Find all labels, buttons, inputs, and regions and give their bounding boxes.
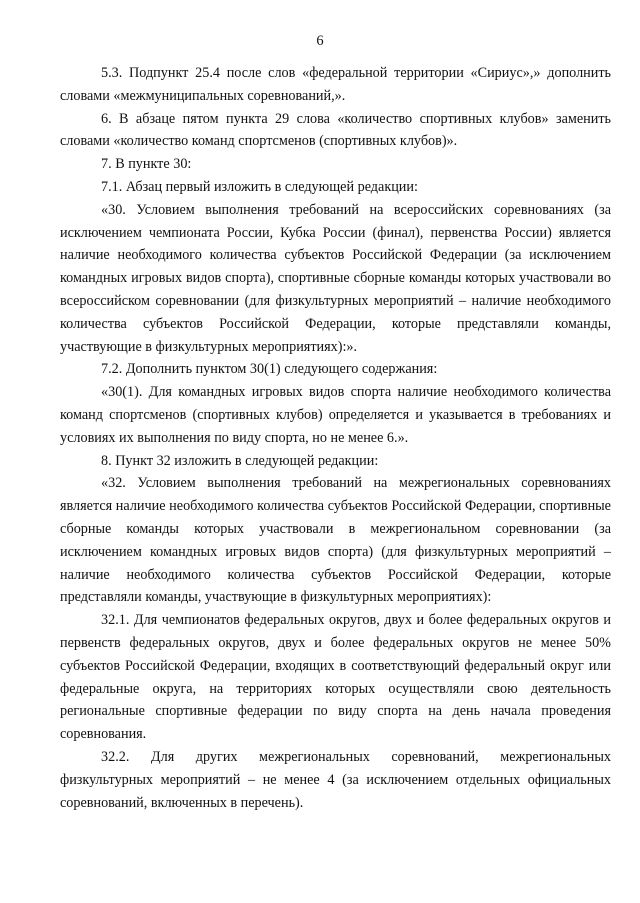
paragraph-7: 7. В пункте 30: xyxy=(101,156,192,173)
document-body xyxy=(60,62,611,814)
paragraph-5-3: 5.3. Подпункт 25.4 после слов «федеральной территории «Сириус»,» дополнить словами «межмуниципальных соревнований,». xyxy=(60,65,611,104)
paragraph-32-quote: «32. Условием выполнения требований на межрегиональных соревнованиях является наличие необходимого количества субъектов Российской Федерации, спортивные сборные команды которых участвовали в межрегиональном соревновании (за исключением командных игровых видов спорта) (для физкультурных мероприятий – наличие необходимого количества субъектов Российской Федерации, которые представляли команды, участвующие в физкультурных мероприятиях): xyxy=(60,475,611,606)
paragraph-8: 8. Пункт 32 изложить в следующей редакции: xyxy=(101,452,379,469)
paragraph-32-1: 32.1. Для чемпионатов федеральных округов, двух и более федеральных округов и первенств федеральных округов, двух и более федеральных округов не менее 50% субъектов Российской Федерации, входящих в соответствующий федеральный округ или федеральные округа, на территориях которых осуществляли свою деятельность региональные спортивные федерации по виду спорта на день начала проведения соревнования. xyxy=(60,612,611,743)
paragraph-7-1: 7.1. Абзац первый изложить в следующей редакции: xyxy=(101,178,418,195)
paragraph-6: 6. В абзаце пятом пункта 29 слова «количество спортивных клубов» заменить словами «количество команд спортсменов (спортивных клубов)». xyxy=(60,110,611,150)
page-number: 6 xyxy=(316,33,324,49)
paragraph-32-2: 32.2. Для других межрегиональных соревнований, межрегиональных физкультурных мероприятий – не менее 4 (за исключением отдельных официальных соревнований, включенных в перечень). xyxy=(60,748,611,811)
paragraph-30-1-quote: «30(1). Для командных игровых видов спорта наличие необходимого количества команд спортсменов (спортивных клубов) определяется и указывается в требованиях и условиях их выполнения по виду спорта, но не менее 6.». xyxy=(60,384,611,446)
paragraph-30-quote: «30. Условием выполнения требований на всероссийских соревнованиях (за исключением чемпионата России, Кубка России (финал), первенства России) является наличие необходимого количества субъектов Российской Федерации (за исключением командных игровых видов спорта), спортивные сборные команды которых участвовали во всероссийском соревновании (для физкультурных мероприятий – наличие необходимого количества субъектов Российской Федерации, которые представляли команды, участвующие в физкультурных мероприятиях):». xyxy=(60,201,611,355)
paragraph-7-2: 7.2. Дополнить пунктом 30(1) следующего содержания: xyxy=(101,361,438,378)
